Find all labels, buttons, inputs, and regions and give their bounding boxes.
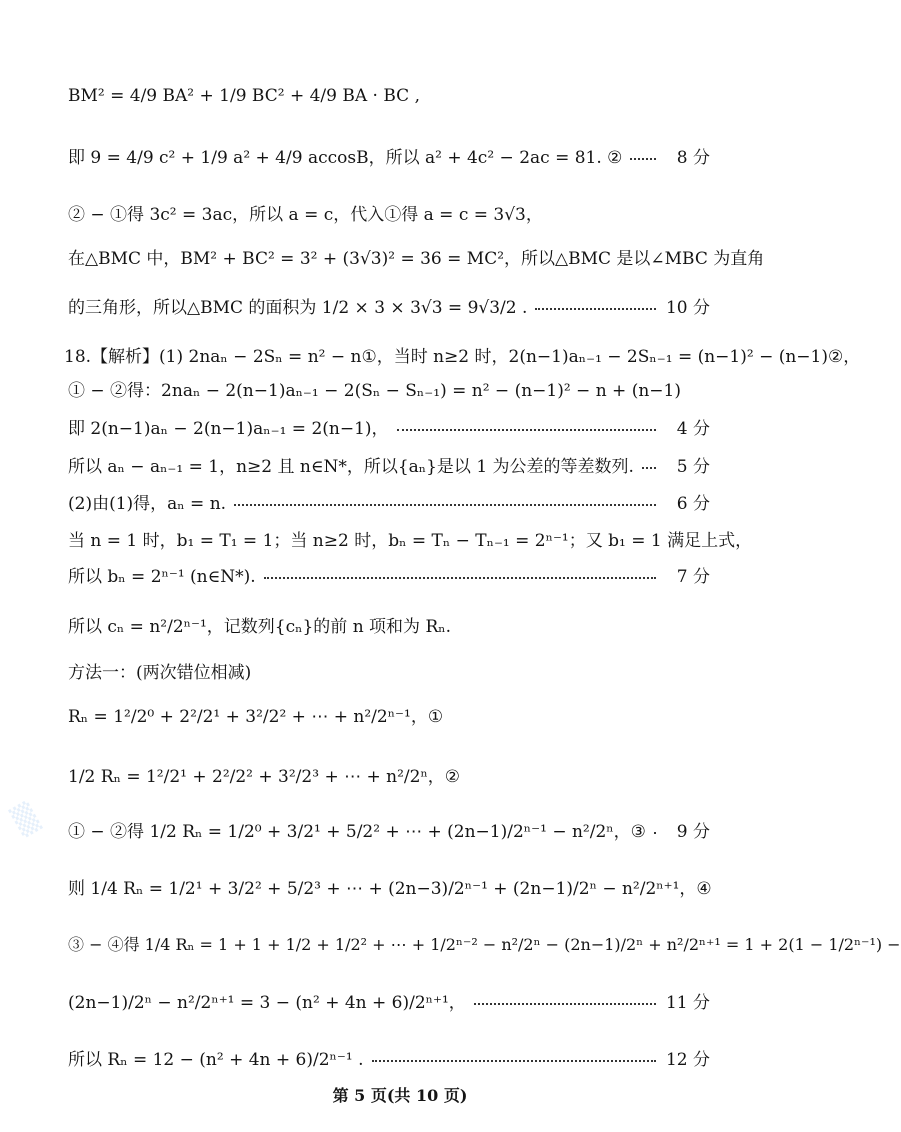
line-text: (2n−1)/2ⁿ − n²/2ⁿ⁺¹ = 3 − (n² + 4n + 6)/2ⁿ⁺¹， <box>68 993 466 1013</box>
dot-leader <box>654 832 656 834</box>
score-label: 4 分 <box>676 419 710 439</box>
dot-leader <box>397 429 656 431</box>
line-text: 所以 aₙ − aₙ₋₁ = 1，n≥2 且 n∈N*，所以{aₙ}是以 1 为公差的等差数列. <box>68 457 634 477</box>
dot-leader <box>474 1003 656 1005</box>
dot-leader <box>372 1060 657 1062</box>
equation-line <box>68 702 704 727</box>
line-text: 在△BMC 中，BM² + BC² = 3² + (3√3)² = 36 = MC²，所以△BMC 是以∠MBC 为直角 <box>68 249 765 269</box>
dot-leader <box>642 467 656 469</box>
line-text: 所以 cₙ = n²/2ⁿ⁻¹，记数列{cₙ}的前 n 项和为 Rₙ. <box>68 617 452 637</box>
score-label: 7 分 <box>676 567 710 587</box>
line-text: ② − ①得 3c² = 3ac，所以 a = c，代入①得 a = c = 3√3， <box>68 205 543 225</box>
line-text: 则 1/4 Rₙ = 1/2¹ + 3/2² + 5/2³ + ⋯ + (2n−3)/2ⁿ⁻¹ + (2n−1)/2ⁿ − n²/2ⁿ⁺¹，④ <box>68 879 712 899</box>
equation-line <box>68 932 901 955</box>
equation-line <box>68 762 704 787</box>
line-text: 当 n = 1 时，b₁ = T₁ = 1；当 n≥2 时，bₙ = Tₙ − Tₙ₋₁ = 2ⁿ⁻¹；又 b₁ = 1 满足上式， <box>68 531 753 551</box>
equation-line <box>68 1045 710 1070</box>
equation-line <box>68 489 710 514</box>
equation-line <box>68 526 753 551</box>
equation-line <box>68 452 710 477</box>
line-text: 即 2(n−1)aₙ − 2(n−1)aₙ₋₁ = 2(n−1)， <box>68 419 389 439</box>
score-label: 9 分 <box>676 822 710 842</box>
equation-line <box>68 244 765 269</box>
equation-line <box>68 562 710 587</box>
watermark-mark: ▒ <box>8 799 44 839</box>
page-footer: 第 5 页(共 10 页) <box>332 1086 468 1105</box>
score-label: 11 分 <box>665 993 710 1013</box>
equation-line <box>68 874 712 899</box>
dot-leader <box>535 308 656 310</box>
equation-line <box>68 376 704 401</box>
line-text: 方法一：(两次错位相减) <box>68 663 252 683</box>
problem-heading-line <box>64 342 861 367</box>
line-text: ① − ②得 1/2 Rₙ = 1/2⁰ + 3/2¹ + 5/2² + ⋯ + (2n−1)/2ⁿ⁻¹ − n²/2ⁿ，③ <box>68 822 646 842</box>
line-text: BM² = 4/9 BA² + 1/9 BC² + 4/9 BA · BC , <box>68 86 420 106</box>
dot-leader <box>234 504 656 506</box>
line-text: 18.【解析】(1) 2naₙ − 2Sₙ = n² − n①，当时 n≥2 时，2(n−1)aₙ₋₁ − 2Sₙ₋₁ = (n−1)² − (n−1)②， <box>64 347 861 367</box>
equation-line <box>68 143 710 168</box>
method-heading <box>68 658 704 683</box>
line-text: Rₙ = 1²/2⁰ + 2²/2¹ + 3²/2² + ⋯ + n²/2ⁿ⁻¹，① <box>68 707 444 727</box>
score-label: 12 分 <box>665 1050 710 1070</box>
equation-line <box>68 988 710 1013</box>
equation-line <box>68 612 704 637</box>
score-label: 10 分 <box>665 298 710 318</box>
line-text: 即 9 = 4/9 c² + 1/9 a² + 4/9 accosB，所以 a² + 4c² − 2ac = 81. ② <box>68 148 623 168</box>
equation-line <box>68 817 710 842</box>
line-text: 1/2 Rₙ = 1²/2¹ + 2²/2² + 3²/2³ + ⋯ + n²/2ⁿ，② <box>68 767 461 787</box>
dot-leader <box>264 577 656 579</box>
equation-line <box>68 200 704 225</box>
score-label: 5 分 <box>676 457 710 477</box>
equation-line <box>68 414 710 439</box>
line-text: ① − ②得：2naₙ − 2(n−1)aₙ₋₁ − 2(Sₙ − Sₙ₋₁) = n² − (n−1)² − n + (n−1) <box>68 381 681 401</box>
score-label: 6 分 <box>676 494 710 514</box>
line-text: (2)由(1)得，aₙ = n. <box>68 494 227 514</box>
equation-line <box>68 293 710 318</box>
equation-line <box>68 86 704 106</box>
score-label: 8 分 <box>676 148 710 168</box>
line-text: 所以 Rₙ = 12 − (n² + 4n + 6)/2ⁿ⁻¹ . <box>68 1050 364 1070</box>
line-text: 的三角形，所以△BMC 的面积为 1/2 × 3 × 3√3 = 9√3/2 . <box>68 298 528 318</box>
dot-leader <box>630 158 656 160</box>
line-text: 所以 bₙ = 2ⁿ⁻¹ (n∈N*). <box>68 567 256 587</box>
line-text: ③ − ④得 1/4 Rₙ = 1 + 1 + 1/2 + 1/2² + ⋯ + 1/2ⁿ⁻² − n²/2ⁿ − (2n−1)/2ⁿ + n²/2ⁿ⁺¹ = 1 + 2(1 − 1/2ⁿ⁻¹) − <box>68 935 901 954</box>
